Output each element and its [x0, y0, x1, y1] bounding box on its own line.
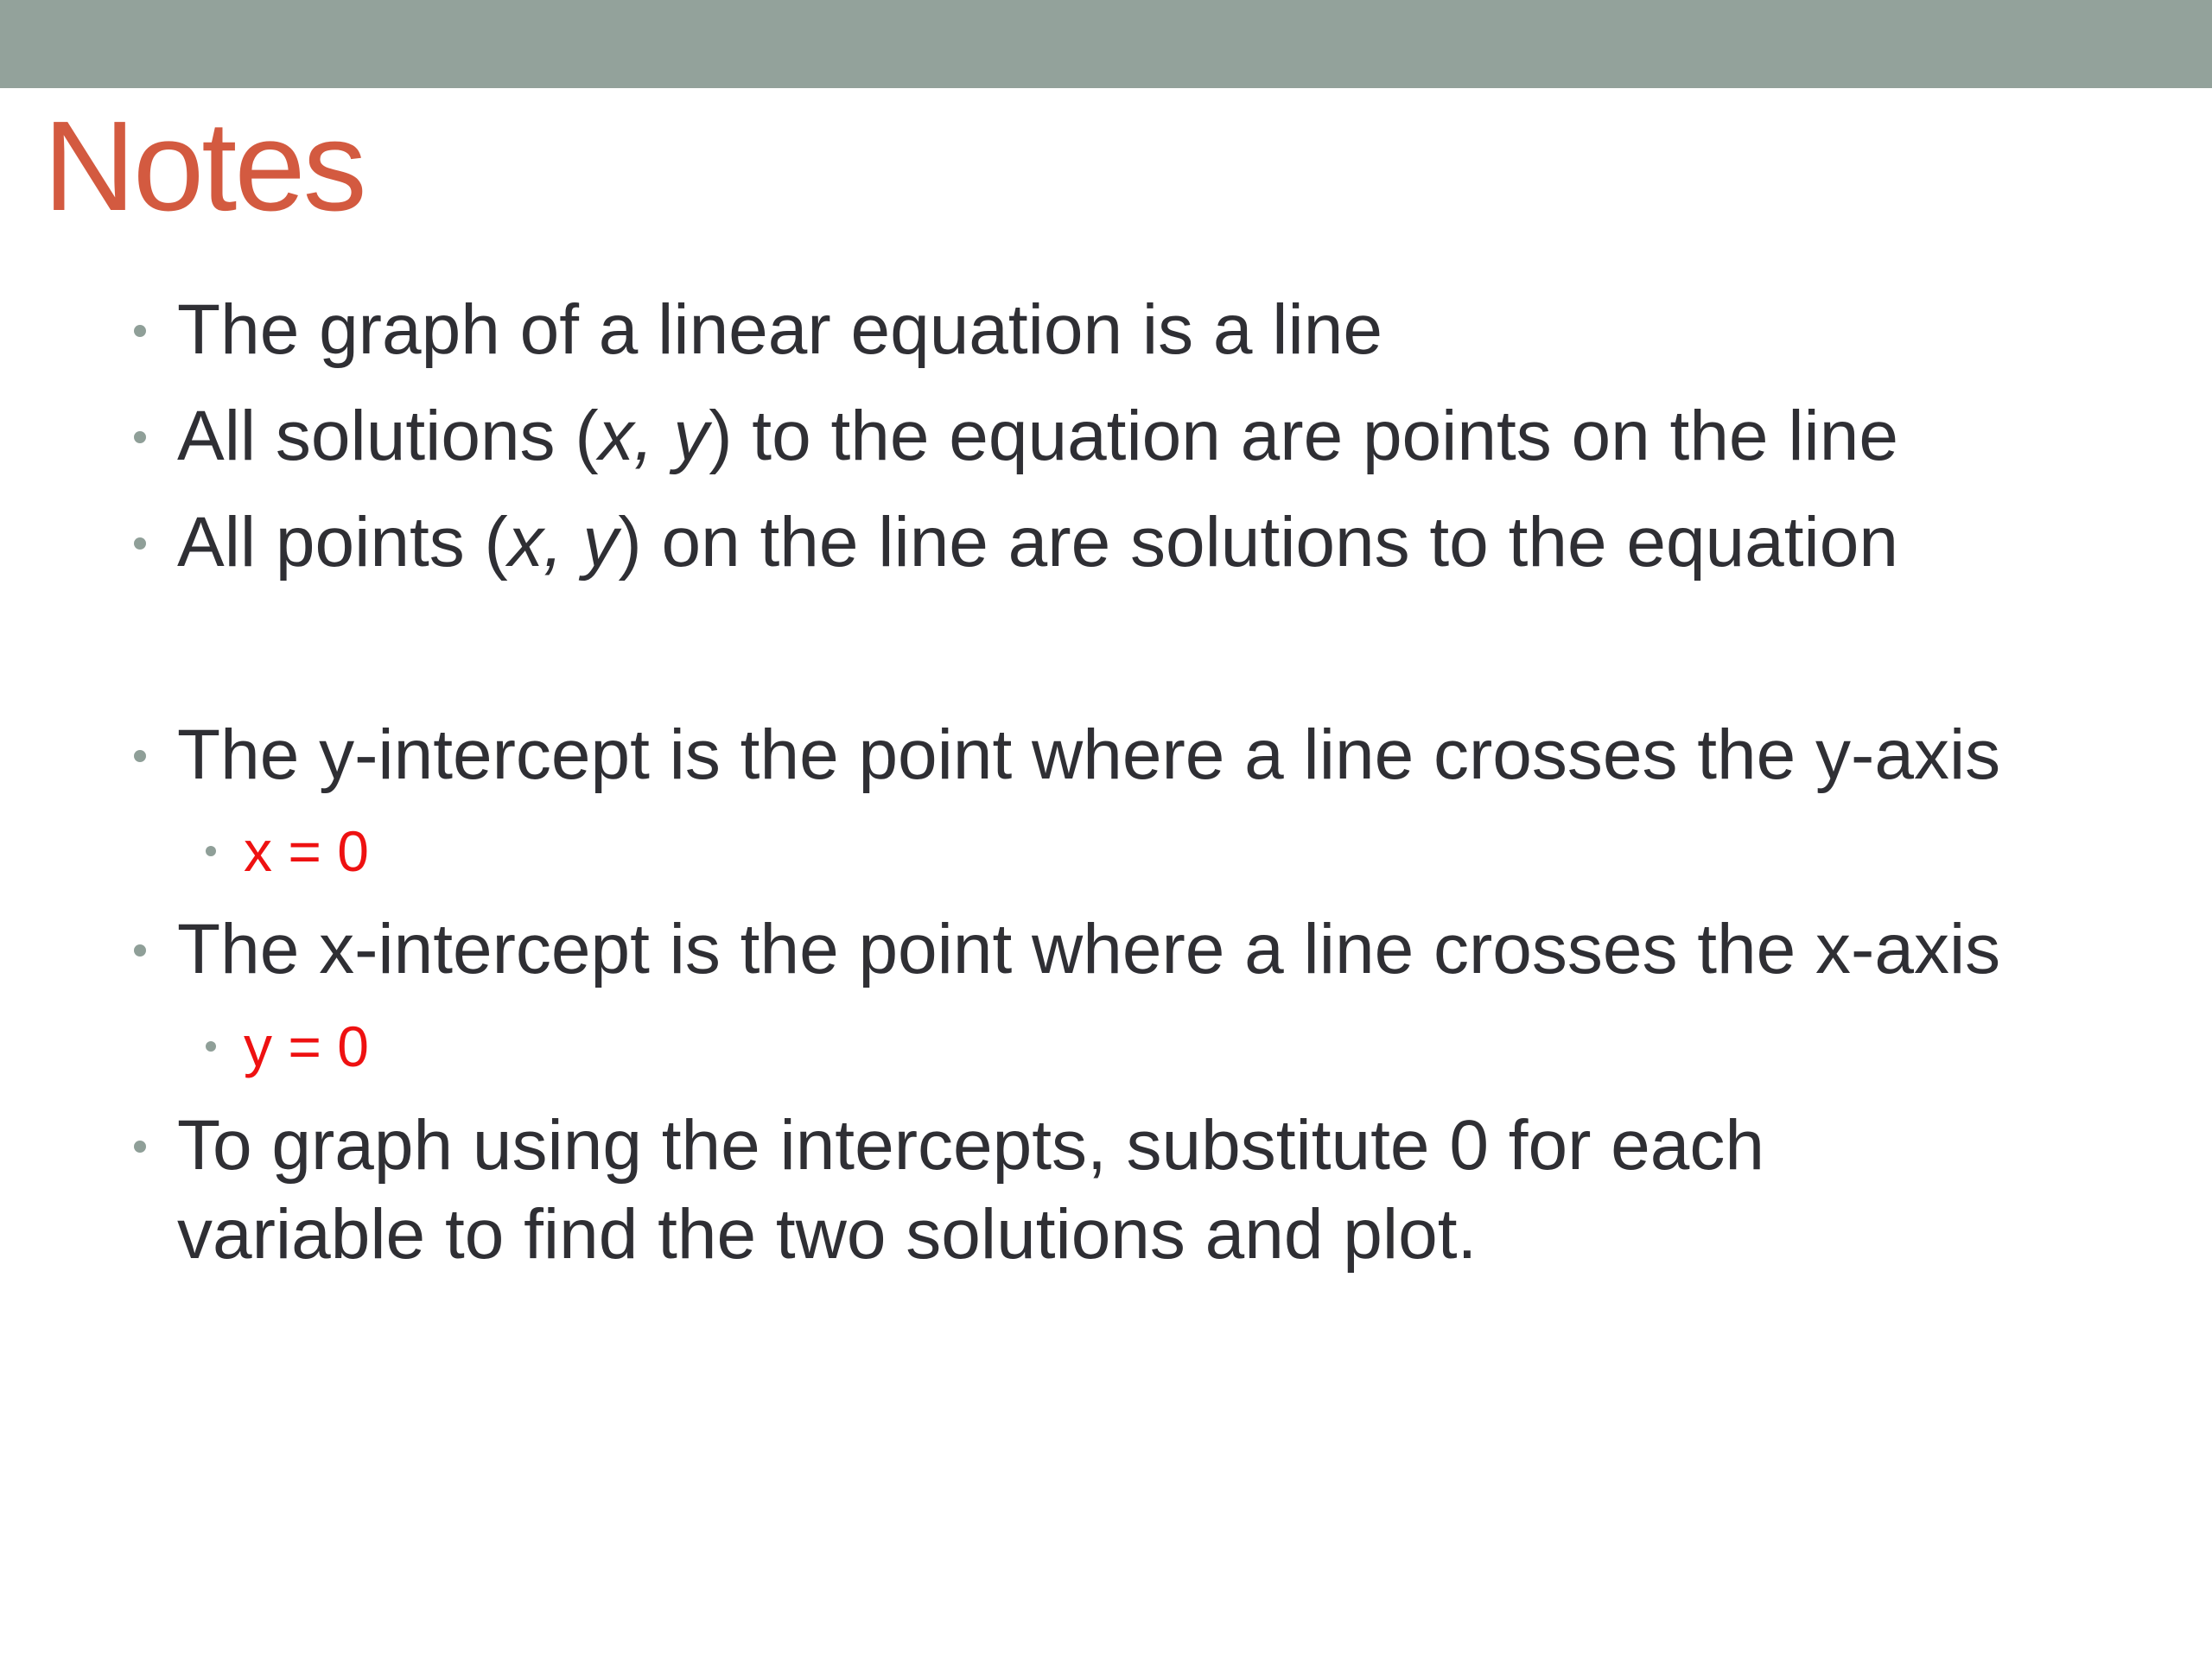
bullet-text: The y-intercept is the point where a line crosses the y-axis: [177, 715, 2001, 794]
bullet-item-graph-using-intercepts: [177, 1101, 1905, 1279]
variable-x: x: [598, 397, 634, 475]
bullet-item-points-are-solutions: [177, 498, 2164, 587]
bullet-text-end: ) on the line are solutions to the equation: [618, 503, 1898, 582]
bullet-dot-icon: [134, 431, 146, 443]
bullet-text-end: ) to the equation are points on the line: [709, 397, 1898, 475]
slide-title: Notes: [43, 95, 365, 238]
bullet-item-x-intercept: [177, 905, 2164, 994]
bullet-dot-icon: [134, 944, 146, 957]
sub-bullet-text: y = 0: [244, 1014, 369, 1078]
bullet-item-solutions-on-line: [177, 391, 2164, 480]
bullet-dot-icon: [134, 325, 146, 337]
sub-bullet-y-equals-zero: [244, 1012, 369, 1081]
bullet-item-y-intercept: [177, 710, 2164, 799]
sub-bullet-x-equals-zero: [244, 817, 369, 886]
bullet-text: To graph using the intercepts, substitute 0 for each variable to find the two solutions and plot.: [177, 1106, 1764, 1274]
bullet-dot-icon: [134, 1141, 146, 1153]
bullet-text: The x-intercept is the point where a line crosses the x-axis: [177, 910, 2001, 988]
bullet-dot-icon: [134, 537, 146, 550]
bullet-text: The graph of a linear equation is a line: [177, 290, 1382, 369]
variable-y: y: [673, 397, 709, 475]
bullet-dot-icon: [206, 1041, 216, 1052]
sub-bullet-text: x = 0: [244, 819, 369, 883]
bullet-dot-icon: [134, 750, 146, 762]
bullet-text-start: All points (: [177, 503, 508, 582]
comma-separator: ,: [543, 503, 583, 582]
variable-y: y: [582, 503, 619, 582]
comma-separator: ,: [633, 397, 674, 475]
bullet-text-start: All solutions (: [177, 397, 599, 475]
bullet-item-graph-is-line: [177, 285, 2164, 374]
bullet-dot-icon: [206, 846, 216, 856]
slide-header-bar: [0, 0, 2212, 88]
variable-x: x: [507, 503, 543, 582]
